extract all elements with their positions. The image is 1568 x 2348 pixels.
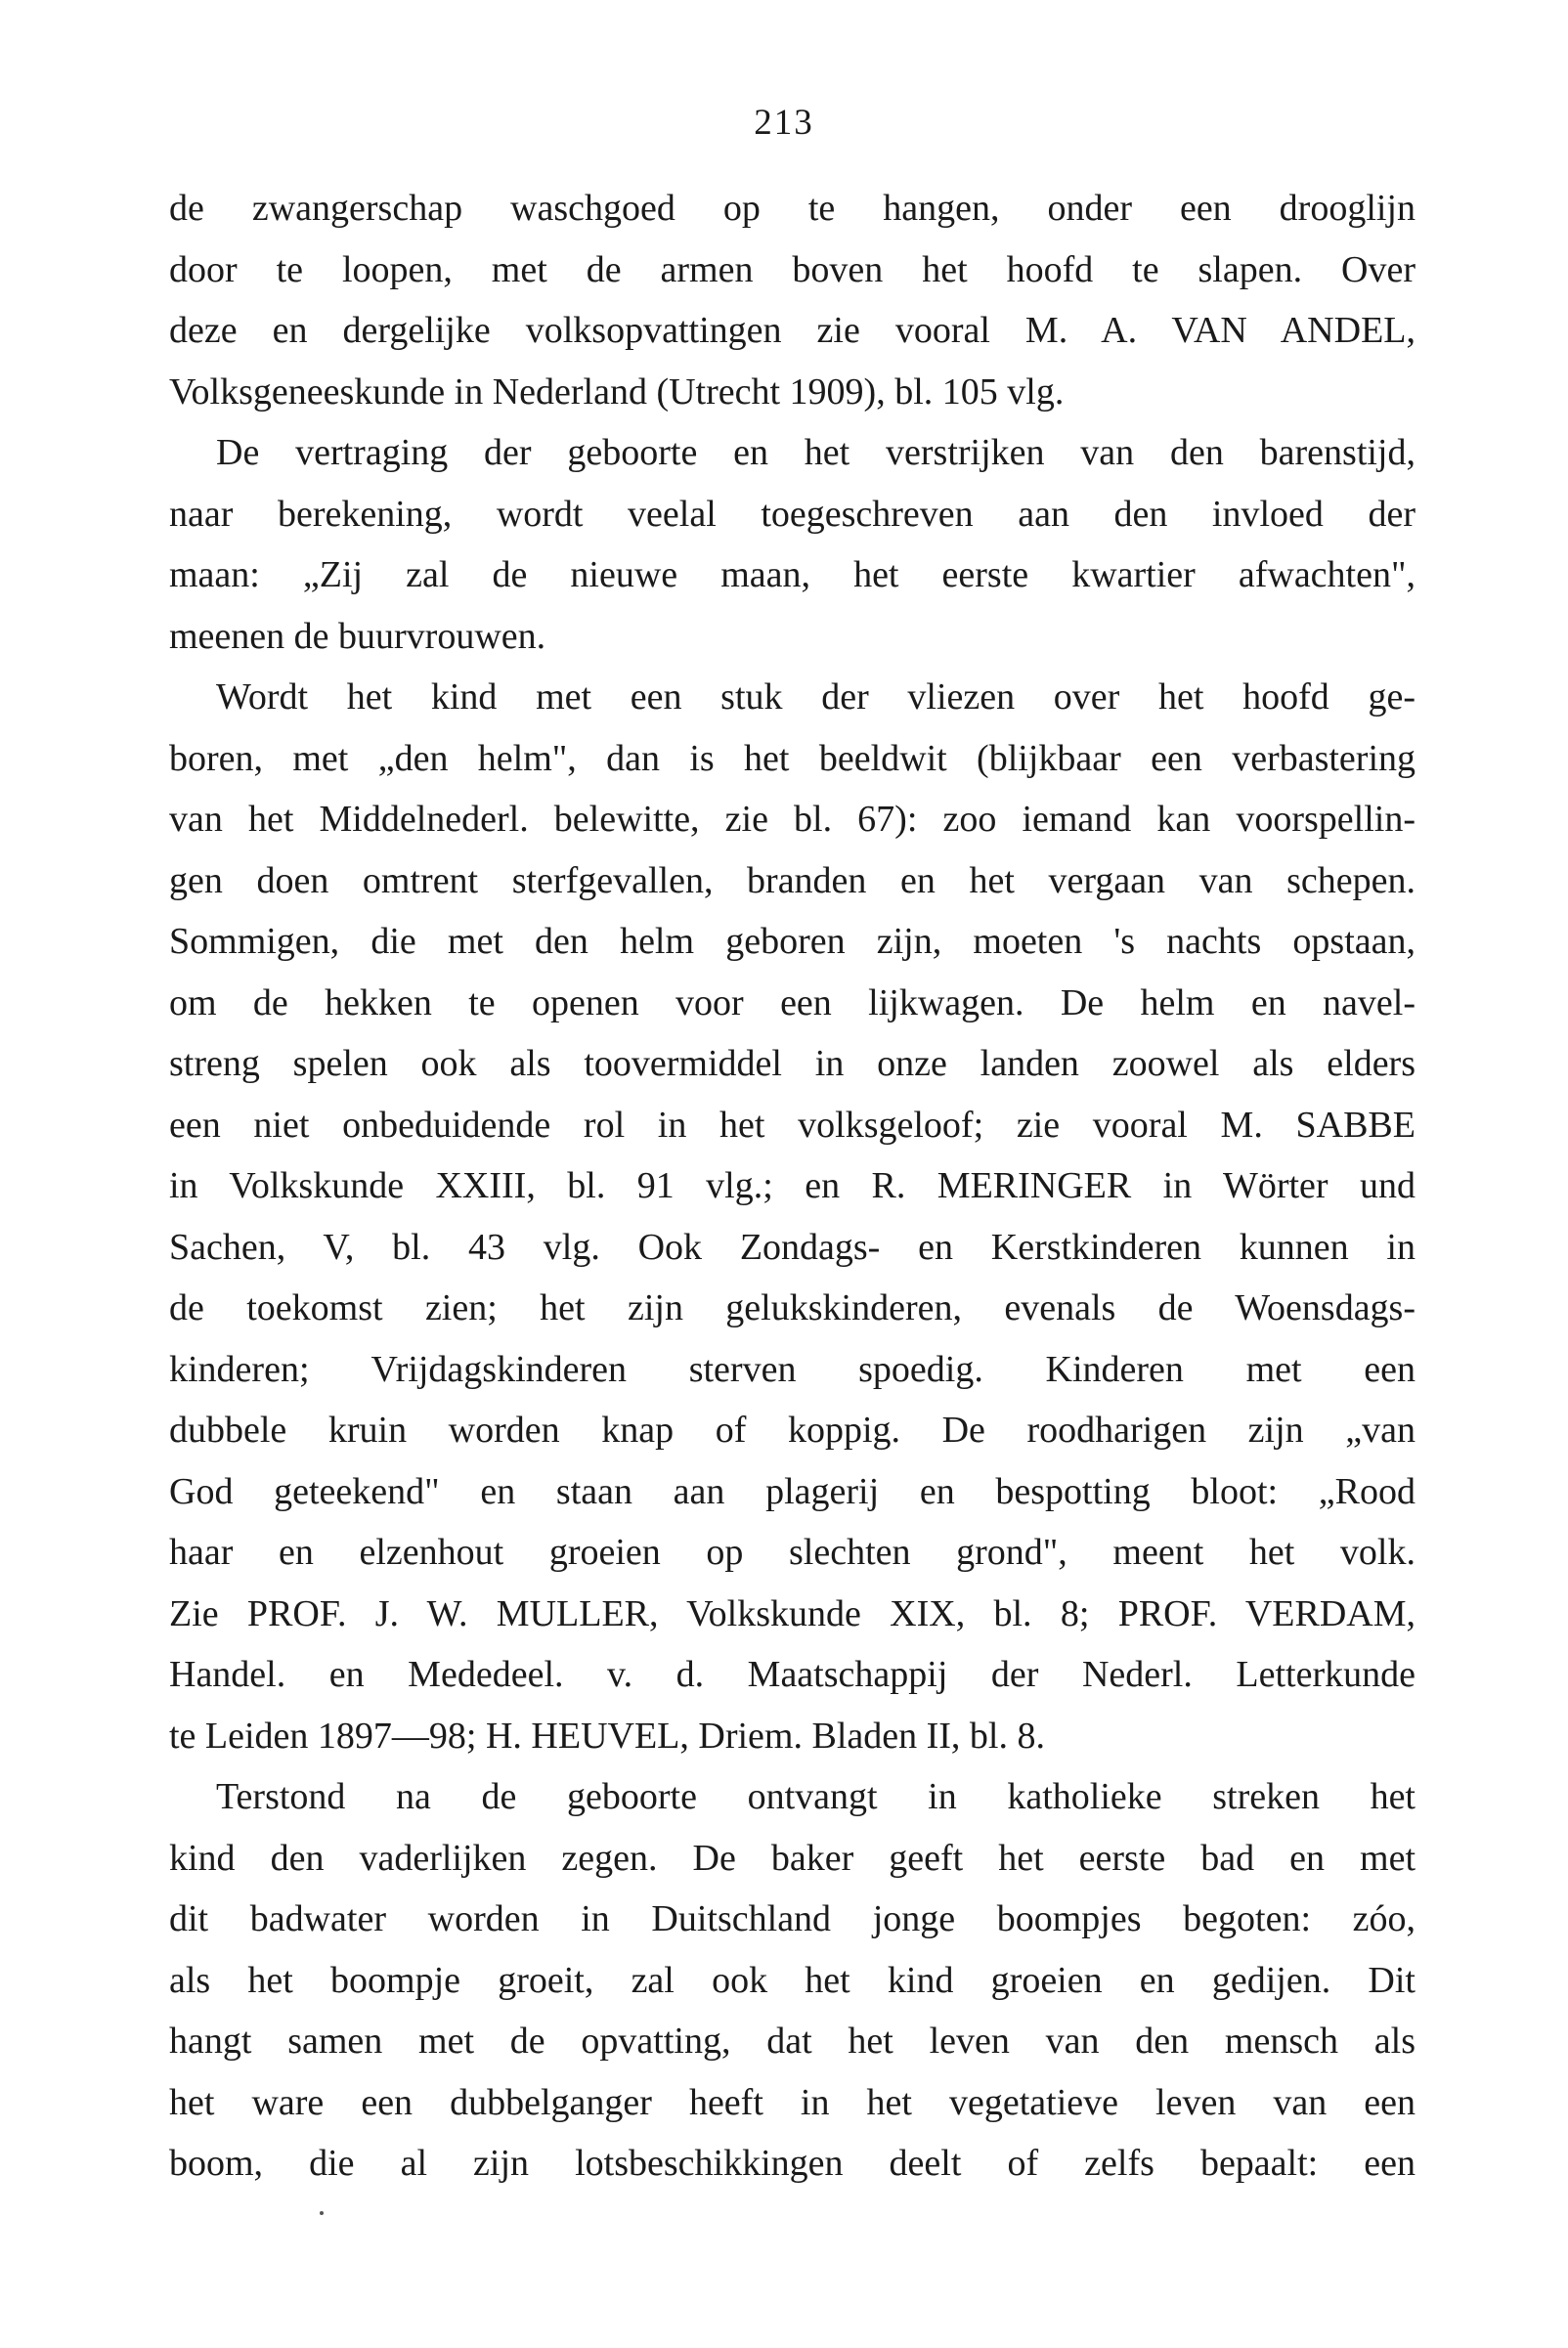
text-line: kinderen; Vrijdagskinderen sterven spoedig. Kinderen met een bbox=[169, 1348, 1416, 1390]
text-line: dubbele kruin worden knap of koppig. De roodharigen zijn „van bbox=[169, 1410, 1416, 1451]
text-line: deze en dergelijke volksopvattingen zie vooral M. A. VAN ANDEL, bbox=[169, 310, 1416, 351]
text-line: als het boompje groeit, zal ook het kind groeien en gedijen. Dit bbox=[169, 1959, 1416, 2001]
text-line: haar en elzenhout groeien op slechten grond", meent het volk. bbox=[169, 1532, 1416, 1573]
text-line: Sommigen, die met den helm geboren zijn, moeten 's nachts opstaan, bbox=[169, 921, 1416, 962]
text-line: Zie PROF. J. W. MULLER, Volkskunde XIX, bl. 8; PROF. VERDAM, bbox=[169, 1592, 1416, 1634]
body-text bbox=[169, 178, 1416, 2195]
text-line: Handel. en Mededeel. v. d. Maatschappij der Nederl. Letterkunde bbox=[169, 1654, 1416, 1695]
text-line: De vertraging der geboorte en het verstrijken van den barenstijd, bbox=[216, 432, 1416, 473]
text-line: hangt samen met de opvatting, dat het leven van den mensch als bbox=[169, 2021, 1416, 2062]
text-line: Wordt het kind met een stuk der vliezen over het hoofd ge- bbox=[216, 676, 1416, 717]
text-line: de toekomst zien; het zijn gelukskinderen, evenals de Woensdags- bbox=[169, 1287, 1416, 1328]
text-line: boom, die al zijn lotsbeschikkingen deelt of zelfs bepaalt: een bbox=[169, 2143, 1416, 2184]
text-line: van het Middelnederl. belewitte, zie bl. 67): zoo iemand kan voorspellin- bbox=[169, 799, 1416, 840]
text-line: streng spelen ook als toovermiddel in onze landen zoowel als elders bbox=[169, 1043, 1416, 1084]
text-line: Terstond na de geboorte ontvangt in katholieke streken het bbox=[216, 1776, 1416, 1817]
text-line: naar berekening, wordt veelal toegeschreven aan den invloed der bbox=[169, 493, 1416, 535]
page-number: 213 bbox=[754, 103, 814, 143]
text-line: boren, met „den helm", dan is het beeldwit (blijkbaar een verbastering bbox=[169, 737, 1416, 779]
text-line: maan: „Zij zal de nieuwe maan, het eerste kwartier afwachten", bbox=[169, 554, 1416, 595]
text-line: het ware een dubbelganger heeft in het vegetatieve leven van een bbox=[169, 2081, 1416, 2123]
ink-speck bbox=[320, 2211, 324, 2215]
text-line: de zwangerschap waschgoed op te hangen, onder een drooglijn bbox=[169, 188, 1416, 229]
text-line: God geteekend" en staan aan plagerij en bespotting bloot: „Rood bbox=[169, 1470, 1416, 1512]
text-line: een niet onbeduidende rol in het volksgeloof; zie vooral M. SABBE bbox=[169, 1104, 1416, 1146]
text-line: Sachen, V, bl. 43 vlg. Ook Zondags- en Kerstkinderen kunnen in bbox=[169, 1226, 1416, 1268]
text-line: meenen de buurvrouwen. bbox=[169, 615, 546, 657]
text-line: gen doen omtrent sterfgevallen, branden en het vergaan van schepen. bbox=[169, 859, 1416, 901]
text-line: dit badwater worden in Duitschland jonge boompjes begoten: zóo, bbox=[169, 1898, 1416, 1939]
text-line: te Leiden 1897—98; H. HEUVEL, Driem. Bladen II, bl. 8. bbox=[169, 1715, 1045, 1757]
text-line: Volksgeneeskunde in Nederland (Utrecht 1909), bl. 105 vlg. bbox=[169, 370, 1065, 413]
text-line: in Volkskunde XXIII, bl. 91 vlg.; en R. MERINGER in Wörter und bbox=[169, 1165, 1416, 1206]
text-line: om de hekken te openen voor een lijkwagen. De helm en navel- bbox=[169, 981, 1416, 1023]
text-line: kind den vaderlijken zegen. De baker geeft het eerste bad en met bbox=[169, 1837, 1416, 1879]
text-line: door te loopen, met de armen boven het hoofd te slapen. Over bbox=[169, 248, 1416, 290]
